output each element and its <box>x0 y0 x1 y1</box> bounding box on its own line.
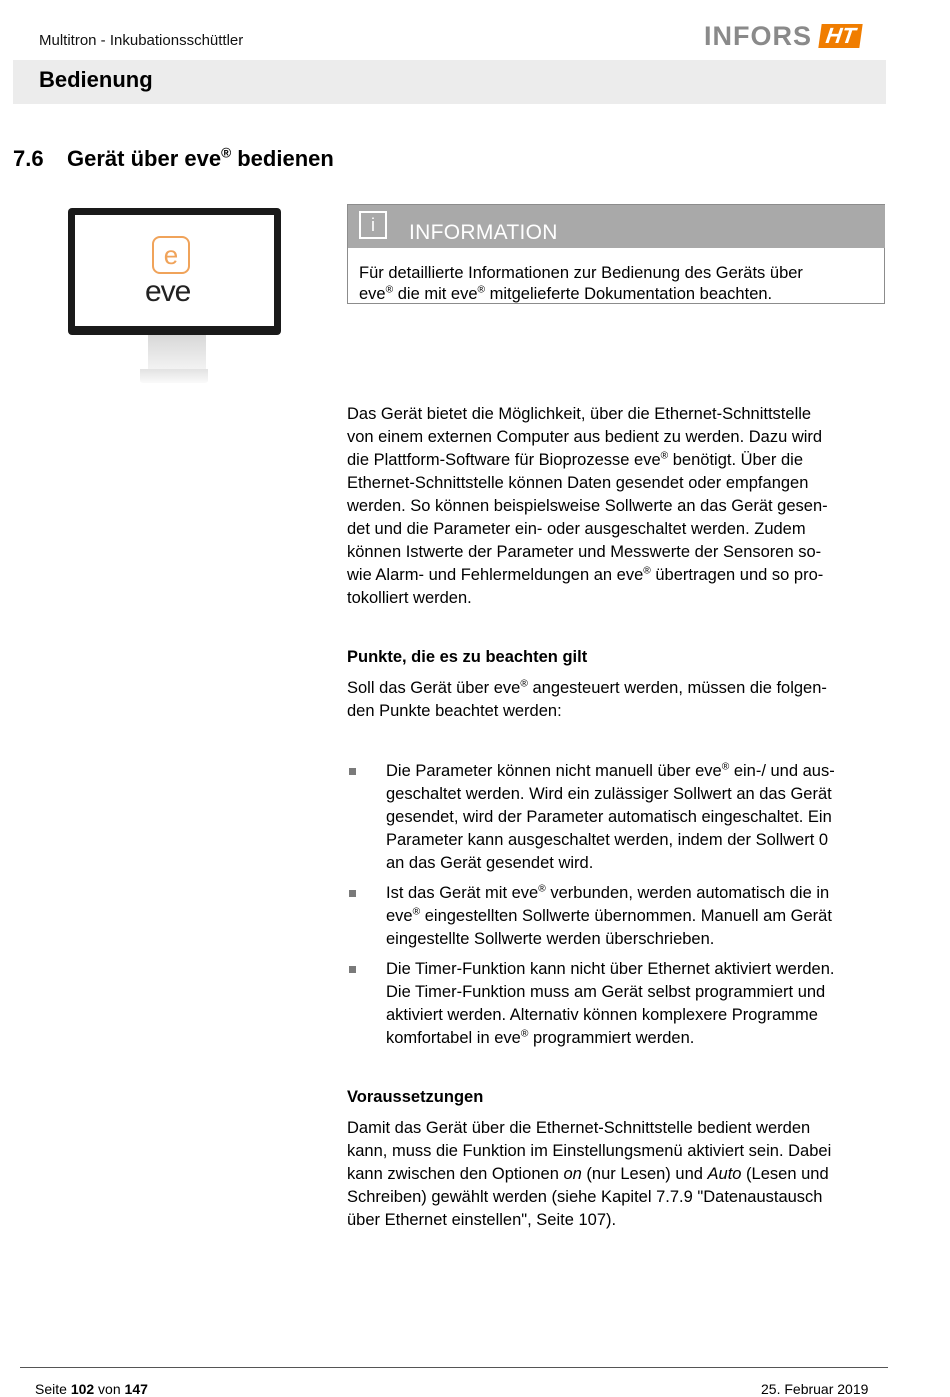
logo-mark: HT <box>818 24 863 48</box>
document-date: 25. Februar 2019 <box>761 1381 869 1397</box>
bullet-marker <box>349 768 356 775</box>
infors-ht-logo <box>704 20 861 52</box>
section-title: Bedienung <box>39 67 153 92</box>
chapter-number: 7.6 <box>13 146 44 171</box>
information-text: Für detaillierte Informationen zur Bedienung des Geräts über eve® die mit eve® mitgelieferte Dokumentation beachten. <box>359 264 803 303</box>
eve-app-word: eve <box>145 275 191 308</box>
monitor-base <box>140 369 208 383</box>
bullet-item: Die Parameter können nicht manuell über eve® ein-/ und aus- geschaltet werden. Wird ein zulässiger Sollwert an das Gerät gesendet, wird der Parameter automatisch eingeschaltet. Ein Parameter kann ausgeschaltet werden, indem der Sollwert 0 an das Gerät gesendet wird. <box>386 761 835 872</box>
intro-paragraph: Das Gerät bietet die Möglichkeit, über die Ethernet-Schnittstelle von einem externen Computer aus bedient zu werden. Dazu wird die Plattform-Software für Bioprozesse eve® benötigt. Über die Ethernet-Schnittstelle können Daten gesendet oder empfangen werden. So können beispielsweise Sollwerte an das Gerät gesen- det und die Parameter ein- oder ausgeschaltet werden. Zudem können Istwerte der Parameter und Messwerte der Sensoren so- wie Alarm- und Fehlermeldungen an eve® übertragen und so pro- tokolliert werden. <box>347 405 828 607</box>
requirements-paragraph: Damit das Gerät über die Ethernet-Schnittstelle bedient werden kann, muss die Funktion im Einstellungsmenü aktiviert sein. Dabei kann zwischen den Optionen on (nur Lesen) und Auto (Lesen und Schreiben) gewählt werden (siehe Kapitel 7.7.9 "Datenaustausch über Ethernet einstellen", Seite 107). <box>347 1119 832 1229</box>
chapter-title: Gerät über eve® bedienen <box>67 145 334 171</box>
eve-e-icon: e <box>152 236 190 274</box>
points-heading: Punkte, die es zu beachten gilt <box>347 648 588 666</box>
monitor-stand <box>148 335 206 371</box>
bullet-marker <box>349 890 356 897</box>
bullet-item: Die Timer-Funktion kann nicht über Ethernet aktiviert werden. Die Timer-Funktion muss am Gerät selbst programmiert und aktiviert werden. Alternativ können komplexere Programme komfortabel in eve® programmiert werden. <box>386 960 835 1047</box>
document-title: Multitron - Inkubationsschüttler <box>39 32 244 49</box>
points-intro-paragraph: Soll das Gerät über eve® angesteuert werden, müssen die folgen- den Punkte beachtet werden: <box>347 678 827 720</box>
requirements-heading: Voraussetzungen <box>347 1088 484 1106</box>
info-icon: i <box>359 211 387 239</box>
page-number: Seite 102 von 147 <box>35 1381 148 1397</box>
bullet-marker <box>349 966 356 973</box>
bullet-item: Ist das Gerät mit eve® verbunden, werden automatisch die in eve® eingestellten Sollwerte übernommen. Manuell am Gerät eingestellte Sollwerte werden überschrieben. <box>386 883 832 948</box>
logo-text: INFORS <box>704 20 813 51</box>
information-title: INFORMATION <box>409 221 558 244</box>
footer-rule <box>20 1367 888 1368</box>
